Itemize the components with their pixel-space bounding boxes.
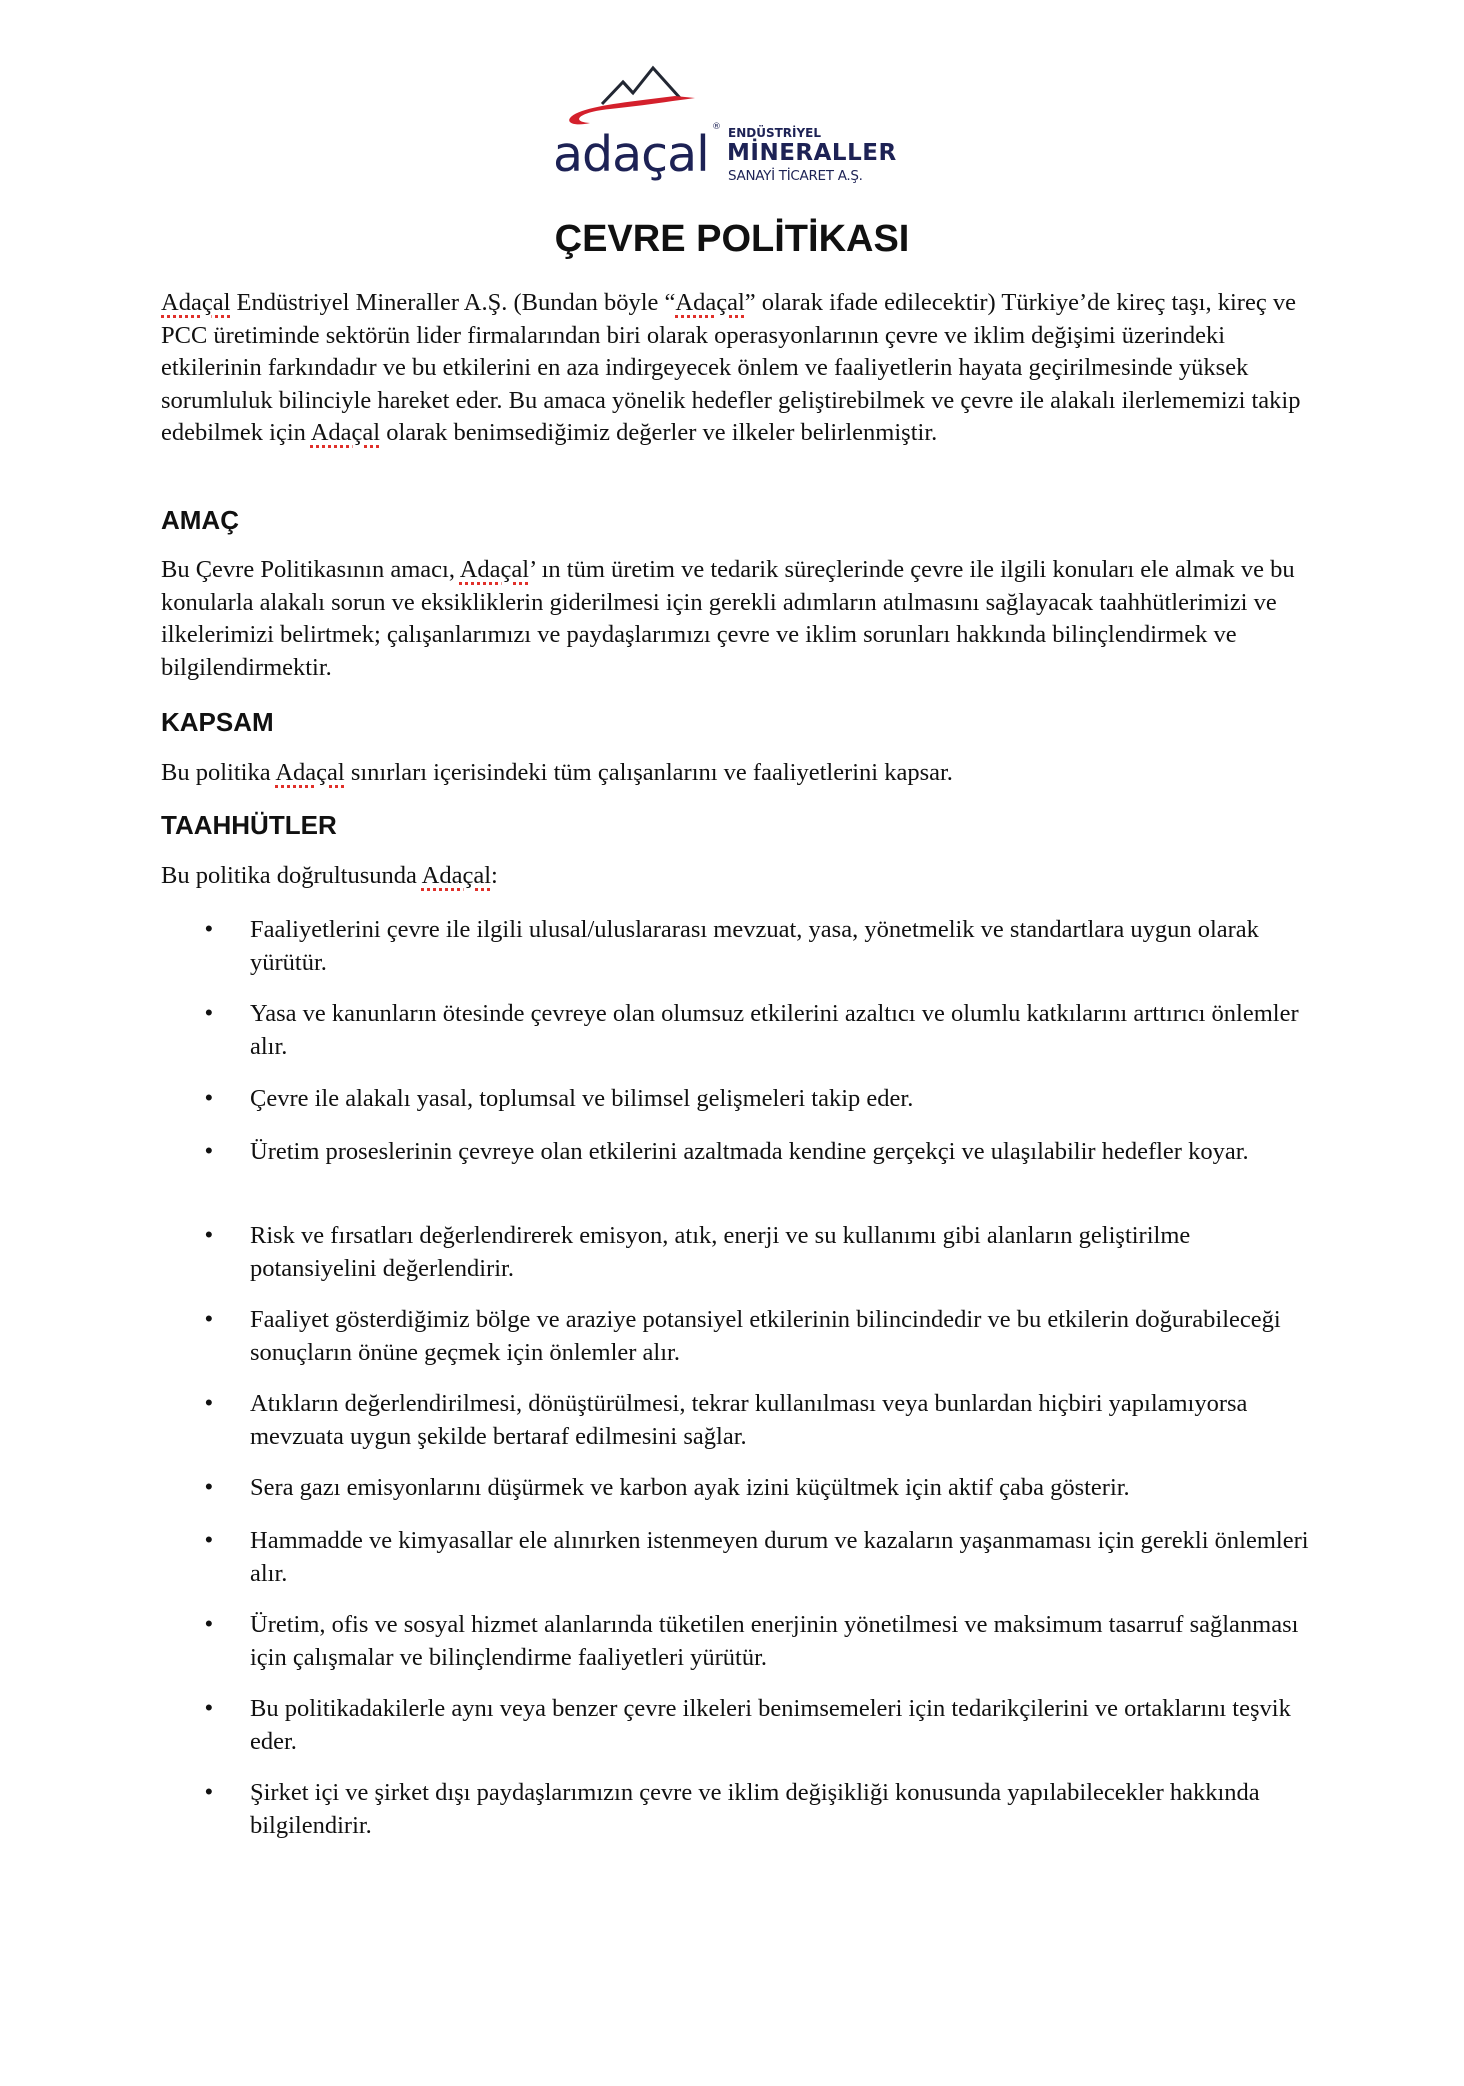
company-name: Adaçal xyxy=(421,862,492,889)
list-item: • Atıkların değerlendirilmesi, dönüştürülmesi, tekrar kullanılması veya bunlardan hiçbiri yapılamıyorsa mevzuata uygun şekilde bertaraf edilmesini sağlar. xyxy=(205,1390,1248,1450)
bullet-icon: • xyxy=(205,1085,213,1110)
bullet-icon: • xyxy=(205,916,213,941)
intro-paragraph: Adaçal Endüstriyel Mineraller A.Ş. (Bundan böyle “Adaçal” olarak ifade edilecektir) Türkiye’de kireç taşı, kireç ve PCC üretiminde sektörün lider firmalarından biri olarak operasyonlarının çevre ve iklim değişimi üzerindeki etkilerinin farkındadır ve bu etkilerini en aza indirgeyecek önlem ve faaliyetlerin hayata geçirilmesinde yüksek sorumluluk bilinciyle hareket eder. Bu amaca yönelik hedefler geliştirebilmek ve çevre ile alakalı ilerlememizi takip edebilmek için Adaçal olarak benimsediğimiz değerler ve ilkeler belirlenmiştir. xyxy=(161,289,1301,446)
company-name: Adaçal xyxy=(310,419,381,446)
bullet-icon: • xyxy=(205,1222,213,1247)
section-heading-taahhutler: TAAHHÜTLER xyxy=(161,810,337,840)
company-name: Adaçal xyxy=(675,289,745,316)
list-item: • Şirket içi ve şirket dışı paydaşlarımızın çevre ve iklim değişikliği konusunda yapılabilecekler hakkında bilgilendirir. xyxy=(205,1779,1260,1839)
bullet-icon: • xyxy=(205,1306,213,1331)
list-item: • Çevre ile alakalı yasal, toplumsal ve bilimsel gelişmeleri takip eder. xyxy=(205,1085,914,1112)
bullet-icon: • xyxy=(205,1138,213,1163)
kapsam-paragraph: Bu politika Adaçal sınırları içerisindeki tüm çalışanlarını ve faaliyetlerini kapsar. xyxy=(161,759,953,786)
bullet-icon: • xyxy=(205,1527,213,1552)
bullet-icon: • xyxy=(205,1390,213,1415)
list-item: • Üretim, ofis ve sosyal hizmet alanlarında tüketilen enerjinin yönetilmesi ve maksimum tasarruf sağlanması için çalışmalar ve bilinçlendirme faaliyetleri yürütür. xyxy=(205,1611,1299,1671)
bullet-icon: • xyxy=(205,1611,213,1636)
logo-line-sanayi: SANAYİ TİCARET A.Ş. xyxy=(728,168,863,184)
logo-line-endustriyel: ENDÜSTRİYEL xyxy=(728,126,822,140)
list-item: • Hammadde ve kimyasallar ele alınırken istenmeyen durum ve kazaların yaşanmaması için gerekli önlemleri alır. xyxy=(205,1527,1309,1587)
bullet-icon: • xyxy=(205,1779,213,1804)
list-item: • Üretim proseslerinin çevreye olan etkilerini azaltmada kendine gerçekçi ve ulaşılabilir hedefler koyar. xyxy=(205,1138,1249,1165)
company-name: Adaçal xyxy=(275,759,345,786)
list-item: • Faaliyetlerini çevre ile ilgili ulusal/uluslararası mevzuat, yasa, yönetmelik ve standartlara uygun olarak yürütür. xyxy=(205,916,1259,976)
bullet-icon: • xyxy=(205,1474,213,1499)
list-item: • Risk ve fırsatları değerlendirerek emisyon, atık, enerji ve su kullanımı gibi alanların geliştirilme potansiyelini değerlendirir. xyxy=(205,1222,1191,1282)
bullet-icon: • xyxy=(205,1000,213,1025)
list-item: • Yasa ve kanunların ötesinde çevreye olan olumsuz etkilerini azaltıcı ve olumlu katkılarını arttırıcı önlemler alır. xyxy=(205,1000,1299,1060)
bullet-icon: • xyxy=(205,1695,213,1720)
list-item: • Bu politikadakilerle aynı veya benzer çevre ilkeleri benimsemeleri için tedarikçilerini ve ortaklarını teşvik eder. xyxy=(205,1695,1291,1755)
list-item: • Sera gazı emisyonlarını düşürmek ve karbon ayak izini küçültmek için aktif çaba gösterir. xyxy=(205,1474,1130,1501)
company-logo xyxy=(550,62,900,192)
taahhutler-lead: Bu politika doğrultusunda Adaçal: xyxy=(161,862,498,889)
amac-paragraph: Bu Çevre Politikasının amacı, Adaçal’ ın tüm üretim ve tedarik süreçlerinde çevre ile ilgili konuları ele almak ve bu konularla alakalı sorun ve eksikliklerin giderilmesi için gerekli adımların atılmasını sağlayacak taahhütlerimizi ve ilkelerimizi belirtmek; çalışanlarımızı ve paydaşlarımızı çevre ve iklim sorunları hakkında bilinçlendirmek ve bilgilendirmektir. xyxy=(161,556,1295,681)
registered-mark: ® xyxy=(712,122,721,132)
logo-wordmark: adaçal xyxy=(553,126,709,183)
logo-line-mineraller: MİNERALLER xyxy=(727,140,897,166)
section-heading-amac: AMAÇ xyxy=(161,505,239,535)
mountain-swoosh-icon xyxy=(550,62,900,132)
list-item: • Faaliyet gösterdiğimiz bölge ve araziye potansiyel etkilerinin bilincindedir ve bu etkilerin doğurabileceği sonuçların önüne geçmek için önlemler alır. xyxy=(205,1306,1281,1366)
page-title: ÇEVRE POLİTİKASI xyxy=(554,218,910,260)
section-heading-kapsam: KAPSAM xyxy=(161,707,274,737)
company-name: Adaçal xyxy=(161,289,231,316)
company-name: Adaçal xyxy=(459,556,530,583)
